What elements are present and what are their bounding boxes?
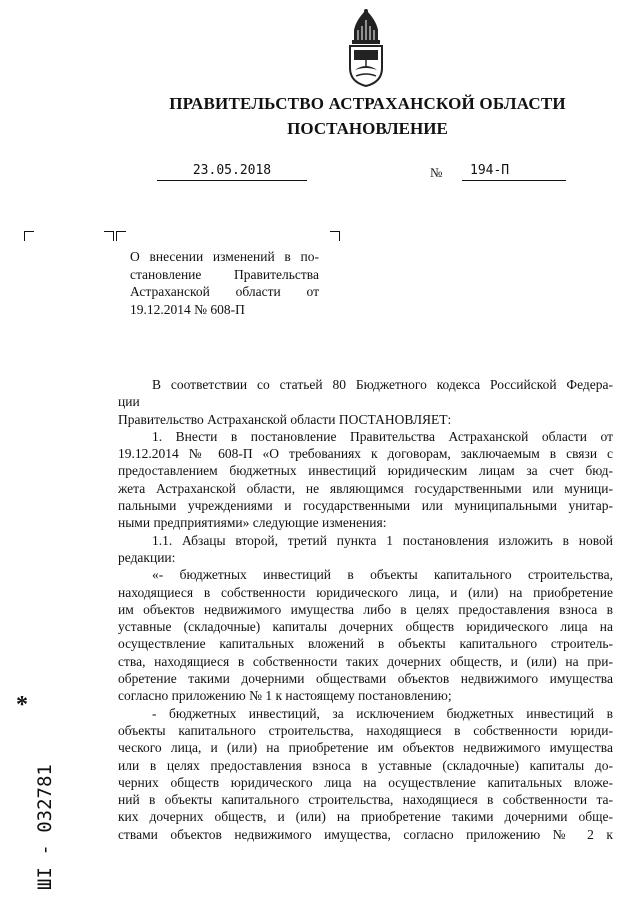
body-line: ких дочерних обществ, и (или) на приобретение такими дочерними обще-: [118, 809, 613, 825]
body-line: 1.1. Абзацы второй, третий пункта 1 постановления изложить в новой: [152, 532, 613, 548]
body-line: предоставлением бюджетных инвестиций юридическим лицам за счет бюд-: [118, 463, 613, 479]
body-line: ства, находящиеся в собственности таких дочерних обществ, и (или) на при-: [118, 653, 613, 669]
body-line: им объектов недвижимого имущества либо в целях предоставления взноса в: [118, 601, 613, 617]
body-line: 1. Внести в постановление Правительства Астраханской области от: [152, 428, 613, 444]
corner-mark-top-right: [330, 231, 340, 241]
body-line: ческого лица, и (или) на приобретение им объектов недвижимого имущества: [118, 740, 613, 756]
subject-line: 19.12.2014 № 608-П: [130, 301, 245, 317]
body-line: ствами объектов недвижимого имущества, согласно приложению № 2 к: [118, 826, 613, 842]
body-line: или в целях предоставления взноса в уставные (складочные) капиталы до-: [118, 757, 613, 773]
body-line: редакции:: [118, 549, 176, 565]
body-line: объекты капитального строительства, находящиеся в собственности юриди-: [118, 722, 613, 738]
serial-number: ШI - 032781: [34, 764, 56, 890]
body-line: - бюджетных инвестиций, за исключением бюджетных инвестиций в: [152, 705, 613, 721]
document-date: 23.05.2018: [192, 163, 272, 178]
body-line: согласно приложению № 1 к настоящему постановлению;: [118, 688, 452, 704]
body-line: пальными учреждениями и государственными или муниципальными унитар-: [118, 498, 613, 514]
body-line: жета Астраханской области, не являющимся государственными или муници-: [118, 480, 613, 496]
subject-line: становление Правительства: [130, 266, 319, 282]
body-line: В соответствии со статьей 80 Бюджетного кодекса Российской Федера-: [152, 377, 613, 392]
body-line: ными предприятиями» следующие изменения:: [118, 515, 387, 531]
corner-mark-top-right: [104, 231, 114, 241]
body-line: Правительство Астраханской области ПОСТАНОВЛЯЕТ:: [118, 411, 452, 427]
subject-line: О внесении изменений в по-: [130, 249, 319, 264]
body-line: обретение такими дочерними обществами объектов недвижимого имущества: [118, 671, 613, 687]
date-underline: [157, 180, 307, 181]
subject-line: Астраханской области от: [130, 284, 319, 299]
body-line: находящиеся в собственности юридического лица, и (или) на приобретение: [118, 584, 613, 600]
number-label: №: [430, 165, 443, 180]
body-line: ний в объекты капитального строительства, находящиеся в собственности та-: [118, 792, 613, 808]
corner-mark-top-left: [24, 231, 34, 241]
number-underline: [462, 180, 566, 181]
corner-mark-top-left: [116, 231, 126, 241]
side-serial-mark: [12, 700, 56, 890]
body-line: «- бюджетных инвестиций в объекты капитального строительства,: [152, 567, 613, 583]
body-line: уставные (складочные) капиталы дочерних обществ юридического лица на: [118, 619, 613, 635]
body-line: черних обществ юридического лица на осуществление капитальных вложе-: [118, 774, 613, 790]
document-body: [118, 376, 613, 843]
body-line: 19.12.2014 № 608-П «О требованиях к договорам, заключаемым в связи с: [118, 446, 613, 462]
star-mark: *: [16, 692, 28, 718]
document-type-title: ПОСТАНОВЛЕНИЕ: [287, 119, 448, 138]
document-number: 194-П: [470, 163, 510, 178]
government-title: ПРАВИТЕЛЬСТВО АСТРАХАНСКОЙ ОБЛАСТИ: [169, 94, 566, 113]
coat-of-arms-icon: [346, 6, 386, 88]
body-line: осуществление капитальных вложений в объекты капитального строитель-: [118, 636, 613, 652]
body-line: ции: [118, 394, 140, 410]
document-subject: [130, 248, 319, 318]
